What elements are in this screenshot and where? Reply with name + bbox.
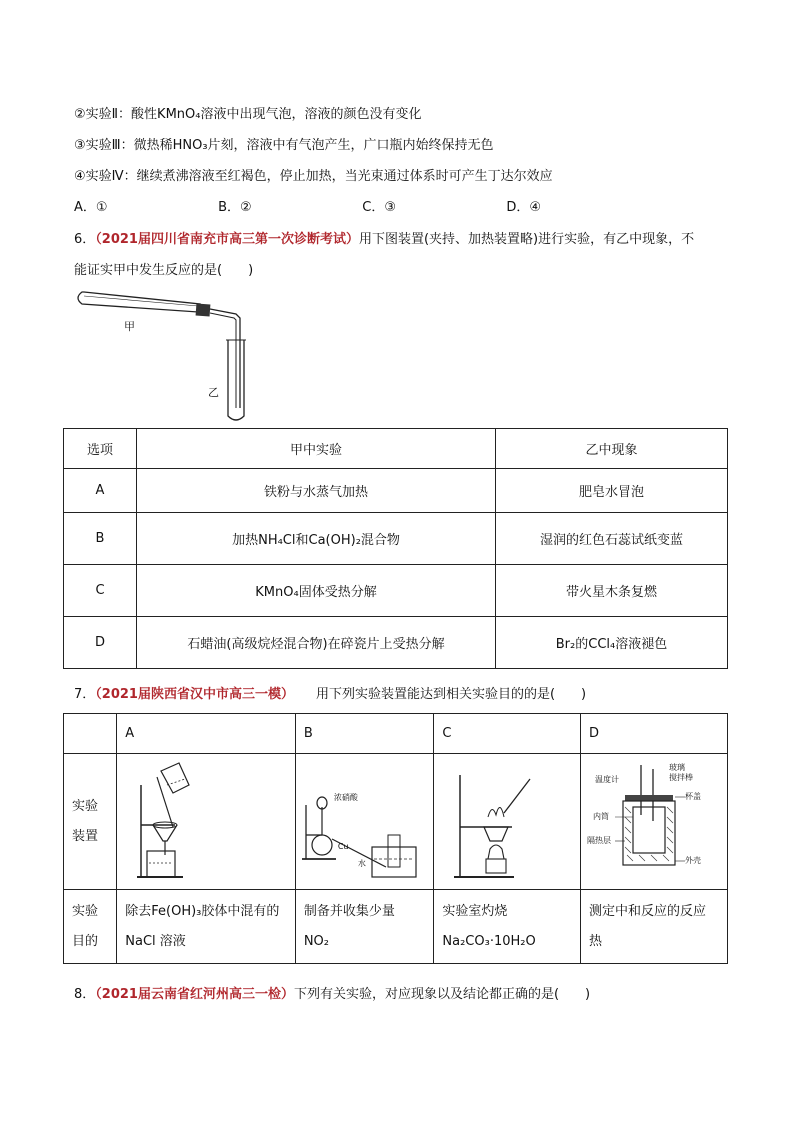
q5-choices bbox=[74, 196, 541, 215]
q7-purpose-c-line1: 实验室灼烧 bbox=[442, 903, 508, 919]
q7-source: （2021届陕西省汉中市高三一模） bbox=[95, 687, 294, 702]
q6-cell: A bbox=[64, 469, 137, 513]
q6-cell: 肥皂水冒泡 bbox=[496, 469, 728, 513]
q6-cell: 铁粉与水蒸气加热 bbox=[137, 469, 496, 513]
q6-header-option: 选项 bbox=[64, 429, 137, 469]
q7-header-b: B bbox=[295, 714, 434, 754]
q7-figure-a bbox=[117, 754, 296, 890]
q7-purpose-b bbox=[295, 890, 434, 964]
q5-choice-a: A．① bbox=[74, 200, 108, 215]
q7-d-insulation-label: 隔热层 bbox=[587, 836, 611, 845]
q7-b-acid-label: 浓硝酸 bbox=[333, 793, 358, 802]
q7-b-water-label: 水 bbox=[357, 859, 366, 868]
q5-item-4: ④实验Ⅳ：继续煮沸溶液至红褐色，停止加热，当光束通过体系时可产生丁达尔效应 bbox=[74, 169, 553, 184]
q6-table bbox=[63, 428, 728, 669]
q5-choice-d: D．④ bbox=[506, 200, 542, 215]
q7-purpose-a-line1: 除去Fe(OH)₃胶体中混有的 bbox=[125, 903, 280, 919]
q7-row2-label-a: 实验 bbox=[72, 903, 99, 919]
q7-purpose-c-line2: Na₂CO₃·10H₂O bbox=[442, 933, 536, 949]
q7-table bbox=[63, 713, 728, 964]
q6-cell: 加热NH₄Cl和Ca(OH)₂混合物 bbox=[137, 513, 496, 565]
q7-purpose-d bbox=[581, 890, 728, 964]
table-row bbox=[64, 513, 728, 565]
q5-choice-c: C．③ bbox=[362, 200, 397, 215]
q6-stem-line1: 用下图装置(夹持、加热装置略)进行实验，有乙中现象，不 bbox=[358, 232, 695, 247]
q6-apparatus-figure bbox=[70, 284, 260, 424]
q6-cell: 湿润的红色石蕊试纸变蓝 bbox=[496, 513, 728, 565]
q7-header-d: D bbox=[581, 714, 728, 754]
q6-cell: 石蜡油(高级烷烃混合物)在碎瓷片上受热分解 bbox=[137, 617, 496, 669]
q6-number: 6． bbox=[74, 232, 96, 247]
q6-stem bbox=[74, 228, 694, 247]
q7-d-thermometer-label: 温度计 bbox=[595, 775, 619, 784]
q7-purpose-b-line1: 制备并收集少量 bbox=[303, 903, 395, 919]
q7-purpose-d-line2: 热 bbox=[589, 933, 603, 949]
q6-stem-line2: 能证实甲中发生反应的是( ) bbox=[74, 263, 254, 278]
q5-item-3: ③实验Ⅲ：微热稀HNO₃片刻，溶液中有气泡产生，广口瓶内始终保持无色 bbox=[74, 138, 494, 153]
q6-cell: Br₂的CCl₄溶液褪色 bbox=[496, 617, 728, 669]
q7-row-label-purpose bbox=[64, 890, 117, 964]
q7-purpose-d-line1: 测定中和反应的反应 bbox=[589, 903, 707, 919]
q5-item-2: ②实验Ⅱ：酸性KMnO₄溶液中出现气泡，溶液的颜色没有变化 bbox=[74, 107, 422, 122]
q7-purpose-b-line2: NO₂ bbox=[303, 933, 329, 949]
q8-number: 8． bbox=[74, 987, 96, 1002]
q6-cell: 带火星木条复燃 bbox=[496, 565, 728, 617]
q7-stem bbox=[74, 683, 586, 702]
q7-stem-text: 用下列实验装置能达到相关实验目的的是( ) bbox=[315, 687, 587, 702]
table-row bbox=[64, 469, 728, 513]
q7-row1-label-a: 实验 bbox=[72, 798, 99, 814]
q7-header-blank bbox=[64, 714, 117, 754]
q7-figure-b bbox=[295, 754, 434, 890]
q6-header-yi: 乙中现象 bbox=[496, 429, 728, 469]
q6-label-jia: 甲 bbox=[124, 320, 135, 333]
q6-cell: B bbox=[64, 513, 137, 565]
q6-table-header bbox=[64, 429, 728, 469]
table-row bbox=[64, 565, 728, 617]
q7-table-header bbox=[64, 714, 728, 754]
q7-d-shell-label: 外壳 bbox=[685, 856, 701, 865]
q6-cell: D bbox=[64, 617, 137, 669]
q7-d-stirrer-label-2: 搅拌棒 bbox=[669, 773, 693, 782]
q5-choice-b: B．② bbox=[218, 200, 252, 215]
q6-header-jia: 甲中实验 bbox=[137, 429, 496, 469]
q7-row-label-apparatus bbox=[64, 754, 117, 890]
q6-label-yi: 乙 bbox=[208, 386, 219, 399]
q7-purpose-c bbox=[434, 890, 581, 964]
q7-d-lid-label: 杯盖 bbox=[685, 792, 701, 801]
q8-stem bbox=[74, 983, 590, 1002]
table-row bbox=[64, 890, 728, 964]
q8-source: （2021届云南省红河州高三一检） bbox=[95, 987, 294, 1002]
q7-row1-label-b: 装置 bbox=[72, 828, 99, 844]
q8-stem-text: 下列有关实验，对应现象以及结论都正确的是( ) bbox=[293, 987, 591, 1002]
q6-cell: C bbox=[64, 565, 137, 617]
q7-figure-c bbox=[434, 754, 581, 890]
q7-purpose-a bbox=[117, 890, 296, 964]
q7-purpose-a-line2: NaCl 溶液 bbox=[125, 933, 186, 949]
q7-d-inner-label: 内筒 bbox=[593, 812, 609, 821]
q7-number: 7． bbox=[74, 687, 96, 702]
q7-d-stirrer-label-1: 玻璃 bbox=[669, 763, 685, 772]
q7-figure-d bbox=[581, 754, 728, 890]
q7-row2-label-b: 目的 bbox=[72, 933, 99, 949]
table-row bbox=[64, 754, 728, 890]
table-row bbox=[64, 617, 728, 669]
q7-header-c: C bbox=[434, 714, 581, 754]
q6-source: （2021届四川省南充市高三第一次诊断考试） bbox=[95, 232, 359, 247]
q7-b-cu-label: Cu bbox=[337, 842, 349, 851]
q7-header-a: A bbox=[117, 714, 296, 754]
q6-cell: KMnO₄固体受热分解 bbox=[137, 565, 496, 617]
